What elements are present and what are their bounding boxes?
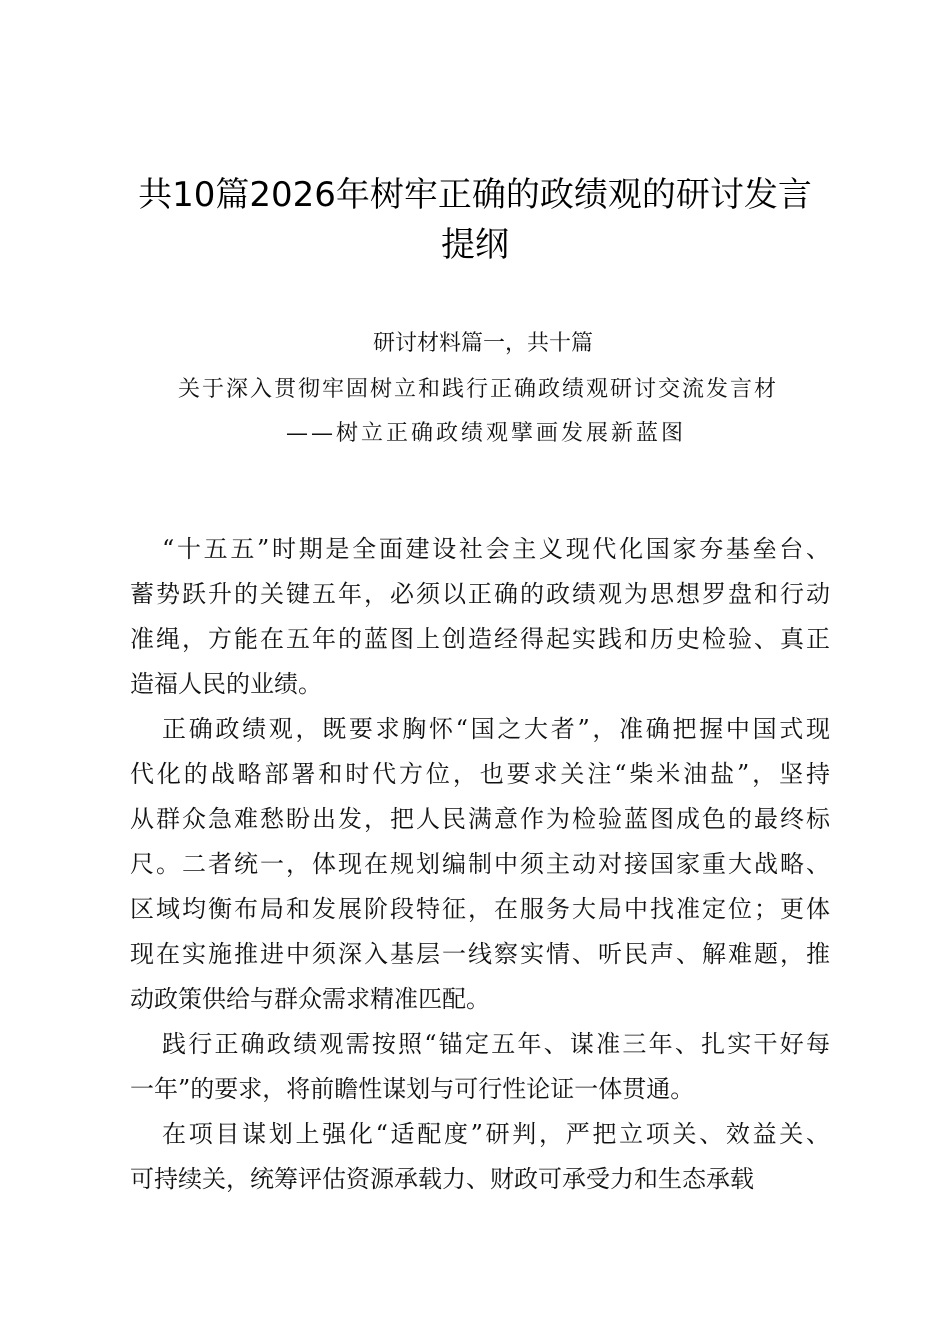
paragraph: [130, 1022, 830, 1112]
paragraph: [130, 707, 830, 1022]
paragraph-line: 正确政绩观，既要求胸怀“国之大者”，准确把握中国式现: [162, 715, 830, 743]
paragraph-line: 在项目谋划上强化“适配度”研判，严把立项关、效益关、: [162, 1120, 830, 1148]
paragraph-line: “十五五”时期是全面建设社会主义现代化国家夯基垒台、: [162, 535, 830, 563]
paragraph-line: 准绳，方能在五年的蓝图上创造经得起实践和历史检验、真正: [130, 625, 830, 653]
paragraph-line: 尺。二者统一，体现在规划编制中须主动对接国家重大战略、: [130, 850, 830, 878]
paragraph-line: 蓄势跃升的关键五年，必须以正确的政绩观为思想罗盘和行动: [130, 580, 830, 608]
paragraph-line: 可持续关，统筹评估资源承载力、财政可承受力和生态承载: [130, 1165, 754, 1193]
paragraph: [130, 1112, 830, 1202]
paragraph-line: 代化的战略部署和时代方位，也要求关注“柴米油盐”，坚持: [130, 760, 830, 788]
paragraph-line: 一年”的要求，将前瞻性谋划与可行性论证一体贯通。: [130, 1075, 695, 1103]
document-title: [0, 170, 950, 270]
title-line-2: 提纲: [441, 225, 509, 265]
series-label: 研讨材料篇一，共十篇: [373, 331, 594, 356]
section-subtitle: ——树立正确政绩观擘画发展新蓝图: [286, 421, 687, 446]
document-body: [130, 527, 830, 1202]
paragraph-line: 造福人民的业绩。: [130, 670, 322, 698]
paragraph-line: 践行正确政绩观需按照“锚定五年、谋准三年、扎实干好每: [162, 1030, 830, 1058]
paragraph-line: 动政策供给与群众需求精准匹配。: [130, 985, 490, 1013]
section-heading: 关于深入贯彻牢固树立和践行正确政绩观研讨交流发言材: [178, 377, 779, 402]
paragraph-line: 区域均衡布局和发展阶段特征，在服务大局中找准定位；更体: [130, 895, 830, 923]
title-line-1: 共10篇2026年树牢正确的政绩观的研讨发言: [138, 175, 812, 215]
paragraph-line: 从群众急难愁盼出发，把人民满意作为检验蓝图成色的最终标: [130, 805, 830, 833]
paragraph: [130, 527, 830, 707]
paragraph-line: 现在实施推进中须深入基层一线察实情、听民声、解难题，推: [130, 940, 830, 968]
